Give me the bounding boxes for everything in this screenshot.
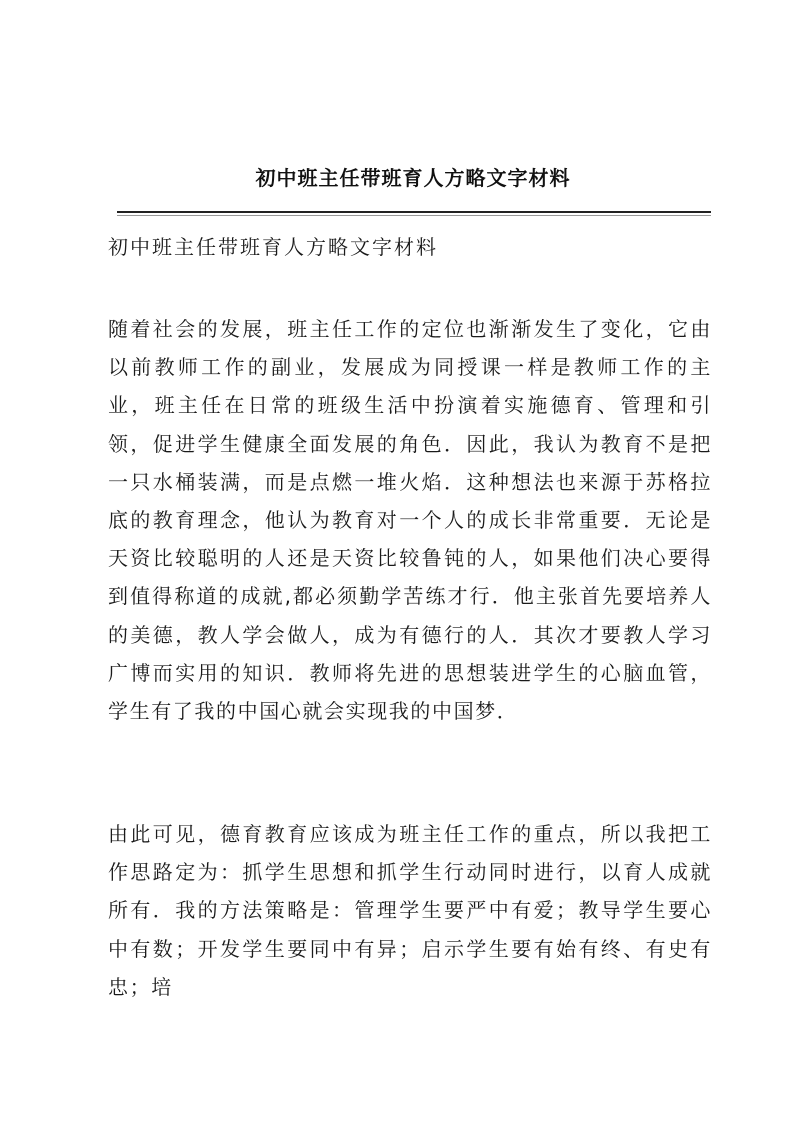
title-divider bbox=[117, 211, 711, 213]
title-divider-thin bbox=[117, 215, 711, 216]
paragraph-2: 由此可见，德育教育应该成为班主任工作的重点，所以我把工作思路定为：抓学生思想和抓学生行动同时进行，以育人成就所有．我的方法策略是：管理学生要严中有爱；教导学生要心中有数；开发学生要同中有异；启示学生要有始有终、有史有忠；培 bbox=[108, 822, 712, 999]
paragraph-1: 随着社会的发展，班主任工作的定位也渐渐发生了变化，它由以前教师工作的副业，发展成为同授课一样是教师工作的主业，班主任在日常的班级生活中扮演着实施德育、管理和引领，促进学生健康全面发展的角色．因此，我认为教育不是把一只水桶装满，而是点燃一堆火焰．这种想法也来源于苏格拉底的教育理念，他认为教育对一个人的成长非常重要．无论是天资比较聪明的人还是天资比较鲁钝的人，如果他们决心要得到值得称道的成就,都必须勤学苦练才行．他主张首先要培养人的美德，教人学会做人，成为有德行的人．其次才要教人学习广博而实用的知识．教师将先进的思想装进学生的心脑血管，学生有了我的中国心就会实现我的中国梦． bbox=[108, 317, 712, 724]
page-title: 初中班主任带班育人方略文字材料 bbox=[255, 166, 571, 190]
document-subtitle: 初中班主任带班育人方略文字材料 bbox=[108, 235, 438, 259]
